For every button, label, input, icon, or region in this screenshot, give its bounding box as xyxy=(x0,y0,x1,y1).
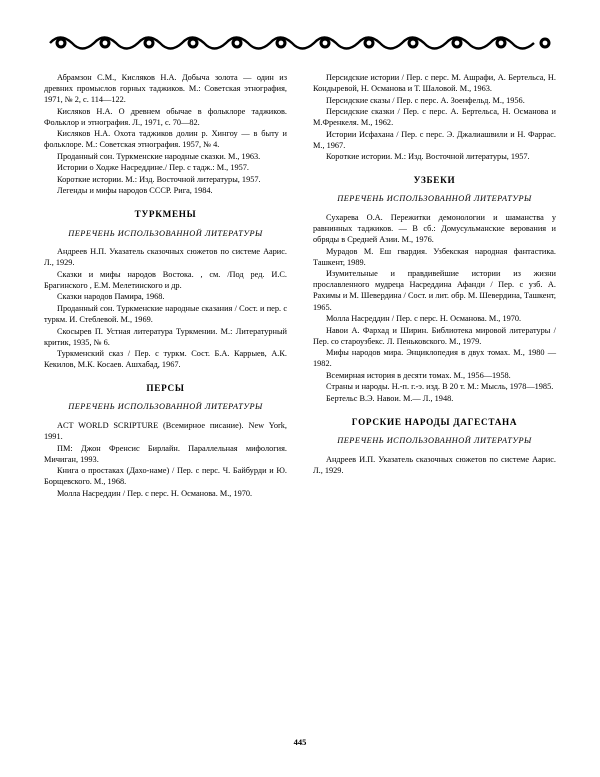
bibliography-entry: Короткие истории. М.: Изд. Восточной литературы, 1957. xyxy=(326,152,530,162)
decorative-wave-band xyxy=(44,30,556,56)
bibliography-entry: Мифы народов мира. Энциклопедия в двух томах. М., 1980 — 1982. xyxy=(313,348,556,369)
bibliography-entry: Проданный сон. Туркменские народные сказания / Сост. и пер. с туркм. И. Стеблевой. М., 1969. xyxy=(44,304,287,325)
bibliography-entry: Кисляков Н.А. О древнем обычае в фольклоре таджиков. Фольклор и этнография. Л., 1971, с. 70—82. xyxy=(44,106,287,127)
bibliography-entry: Бертельс В.Э. Навои. М.— Л., 1948. xyxy=(326,393,454,403)
bibliography-entry: Персидские истории / Пер. с перс. М. Ашрафи, А. Бертельса, Н. Кондыревой, Н. Османова и Т. Шаловой. М., 1963. xyxy=(313,73,556,94)
bibliography-entry: Легенды и мифы народов СССР. Рига, 1984. xyxy=(57,186,213,196)
bibliography-entry: Сказки и мифы народов Востока. , см. /Под ред. И.С. Брагинского , Е.М. Мелетинского и др. xyxy=(44,269,287,290)
bibliography-entry: Персидские сказки / Пер. с перс. А. Бертельса, Н. Османова и М.Френкеля. М., 1962. xyxy=(313,107,556,128)
bibliography-entry: Андреев Н.П. Указатель сказочных сюжетов по системе Аарис. Л., 1929. xyxy=(44,247,287,268)
bibliography-entry: Истории о Ходже Насреддине./ Пер. с тадж.: М., 1957. xyxy=(57,163,249,173)
bibliography-entry: Мурадов М. Еш гвардия. Узбекская народная фантастика. Ташкент, 1989. xyxy=(313,246,556,267)
section-heading-gorskie-narody-dagestana: ГОРСКИЕ НАРОДЫ ДАГЕСТАНА xyxy=(351,416,518,427)
bibliography-entry: Книга о простаках (Дахо-наме) / Пер. с перс. Ч. Байбурди и Ю. Борщевского. М., 1968. xyxy=(44,466,287,487)
bibliography-entry: Персидские сказы / Пер. с перс. А. Зоенфельд. М., 1956. xyxy=(326,95,525,105)
bibliography-entry: ПМ: Джон Френсис Бирлайн. Параллельная мифология. Мичиган, 1993. xyxy=(44,443,287,464)
bibliography-entry: Навои А. Фархад и Ширин. Библиотека мировой литературы / Пер. со староузбекс. Л. Пеньковского. М., 1979. xyxy=(313,325,556,346)
bibliography-entry: Абрамзон С.М., Кисляков Н.А. Добыча золота — один из древних промыслов горных таджиков. М.: Советская этнография, 1971, № 2, с. 114—122. xyxy=(44,73,287,105)
bibliography-entry: Молла Насреддин / Пер. с перс. Н. Османова. М., 1970. xyxy=(57,488,253,498)
bibliography-entry: ACT WORLD SCRIPTURE (Всемирное писание). New York, 1991. xyxy=(44,421,287,442)
bibliography-entry: Туркменский сказ / Пер. с туркм. Сост. Б.А. Каррыев, А.К. Кекилов, М.К. Косаев. Ашхабад, 1967. xyxy=(44,349,287,370)
bibliography-entry: Скосырев П. Устная литература Туркмении. М.: Литературный критик, 1935, № 6. xyxy=(44,326,287,347)
bibliography-entry: Андреев И.П. Указатель сказочных сюжетов по системе Аарис. Л., 1929. xyxy=(313,454,556,475)
bibliography-entry: Короткие истории. М.: Изд. Восточной литературы, 1957. xyxy=(57,174,261,184)
section-heading-turkmeny: ТУРКМЕНЫ xyxy=(134,209,197,220)
subsection-heading-bibliography: ПЕРЕЧЕНЬ ИСПОЛЬЗОВАННОЙ ЛИТЕРАТУРЫ xyxy=(337,194,532,204)
bibliography-entry: Молла Насреддин / Пер. с перс. Н. Османова. М., 1970. xyxy=(326,314,522,324)
left-column xyxy=(44,72,287,722)
bibliography-entry: Изумительные и правдивейшие истории из жизни прославленного мудреца Насреддина Афанди / Пер. с узб. А. Рахимы и М. Шевердина / Сост. и лит. обр. М. Шевердина, Ташкент, 1965. xyxy=(313,269,556,312)
bibliography-entry: Страны и народы. Н.-п. г.-э. изд. В 20 т. М.: Мысль, 1978—1985. xyxy=(326,382,554,392)
page-number: 445 xyxy=(293,737,307,747)
bibliography-entry: Кисляков Н.А. Охота таджиков долин р. Хингоу — в быту и фольклоре. М.: Советская этнография. 1957, № 4. xyxy=(44,129,287,150)
subsection-heading-bibliography: ПЕРЕЧЕНЬ ИСПОЛЬЗОВАННОЙ ЛИТЕРАТУРЫ xyxy=(68,228,263,238)
subsection-heading-bibliography: ПЕРЕЧЕНЬ ИСПОЛЬЗОВАННОЙ ЛИТЕРАТУРЫ xyxy=(68,402,263,412)
bibliography-entry: Сухарева О.А. Пережитки демонологии и шаманства у равнинных таджиков. — В сб.: Домусульманские верования и обряды в Средней Азии. М., 1976. xyxy=(313,213,556,245)
section-heading-uzbeki: УЗБЕКИ xyxy=(413,175,456,186)
two-column-body xyxy=(44,72,556,722)
subsection-heading-bibliography: ПЕРЕЧЕНЬ ИСПОЛЬЗОВАННОЙ ЛИТЕРАТУРЫ xyxy=(337,436,532,446)
right-column xyxy=(313,72,556,722)
bibliography-entry: Всемирная история в десяти томах. М., 1956—1958. xyxy=(326,370,511,380)
bibliography-entry: Сказки народов Памира, 1968. xyxy=(57,292,165,302)
section-heading-persy: ПЕРСЫ xyxy=(146,383,185,394)
bibliography-entry: Проданный сон. Туркменские народные сказки. М., 1963. xyxy=(57,151,261,161)
bibliography-entry: Истории Исфахана / Пер. с перс. Э. Джалиашвили и Н. Фаррас. М., 1967. xyxy=(313,129,556,150)
